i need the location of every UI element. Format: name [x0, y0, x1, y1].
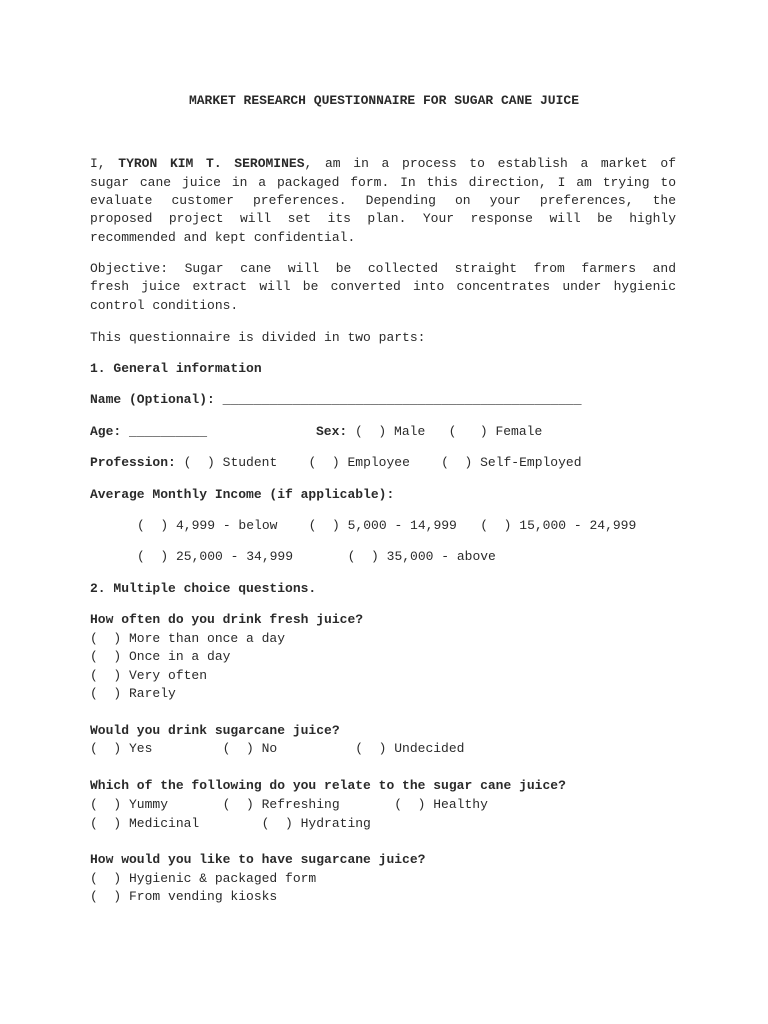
profession-options[interactable]: ( ) Student ( ) Employee ( ) Self-Employed [183, 455, 582, 470]
question-1-option[interactable]: ( ) More than once a day [90, 631, 286, 646]
question-4: How would you like to have sugarcane juice? [90, 852, 426, 867]
question-4-option[interactable]: ( ) From vending kiosks [90, 889, 278, 904]
intro-prefix: I, [90, 156, 119, 171]
question-4-option[interactable]: ( ) Hygienic & packaged form [90, 871, 317, 886]
question-1: How often do you drink fresh juice? [90, 612, 364, 627]
intro-line-1 [90, 155, 676, 173]
question-3-options-row-2[interactable]: ( ) Medicinal ( ) Hydrating [90, 816, 371, 831]
intro-line-4: proposed project will set its plan. Your response will be highly [90, 211, 676, 226]
age-row [90, 423, 207, 441]
section-general-information-heading: 1. General information [90, 361, 262, 376]
sex-options[interactable]: ( ) Male ( ) Female [355, 424, 543, 439]
intro-line-5: recommended and kept confidential. [90, 230, 356, 245]
objective-line-1: Objective: Sugar cane will be collected straight from farmers and [90, 261, 676, 276]
division-note: This questionnaire is divided in two parts: [90, 330, 426, 345]
section-multiple-choice-heading: 2. Multiple choice questions. [90, 581, 317, 596]
question-3: Which of the following do you relate to the sugar cane juice? [90, 778, 566, 793]
income-options-row-1[interactable]: ( ) 4,999 - below ( ) 5,000 - 14,999 ( ) 15,000 - 24,999 [137, 518, 637, 533]
sex-label: Sex: [316, 424, 348, 439]
objective-line-2: fresh juice extract will be converted into concentrates under hygienic [90, 279, 676, 294]
objective-line-3: control conditions. [90, 298, 239, 313]
question-1-option[interactable]: ( ) Rarely [90, 686, 176, 701]
sex-row [316, 423, 542, 441]
profession-label: Profession: [90, 455, 176, 470]
income-label: Average Monthly Income (if applicable): [90, 487, 395, 502]
author-name: TYRON KIM T. SEROMINES [118, 156, 305, 171]
intro-line-3: evaluate customer preferences. Depending on your preferences, the [90, 193, 676, 208]
profession-row [90, 454, 582, 472]
age-field[interactable]: __________ [129, 424, 208, 439]
question-1-option[interactable]: ( ) Very often [90, 668, 208, 683]
question-3-options-row-1[interactable]: ( ) Yummy ( ) Refreshing ( ) Healthy [90, 797, 488, 812]
question-2: Would you drink sugarcane juice? [90, 723, 340, 738]
age-label: Age: [90, 424, 122, 439]
page-title: MARKET RESEARCH QUESTIONNAIRE FOR SUGAR CANE JUICE [188, 93, 580, 108]
question-1-option[interactable]: ( ) Once in a day [90, 649, 231, 664]
intro-line-1-rest: , am in a process to establish a market of [304, 156, 677, 171]
intro-line-2: sugar cane juice in a packaged form. In this direction, I am trying to [90, 175, 676, 190]
name-row [90, 391, 582, 409]
name-label: Name (Optional): [90, 392, 215, 407]
name-field[interactable]: ______________________________________________ [222, 392, 582, 407]
question-2-options[interactable]: ( ) Yes ( ) No ( ) Undecided [90, 741, 465, 756]
income-options-row-2[interactable]: ( ) 25,000 - 34,999 ( ) 35,000 - above [137, 549, 496, 564]
